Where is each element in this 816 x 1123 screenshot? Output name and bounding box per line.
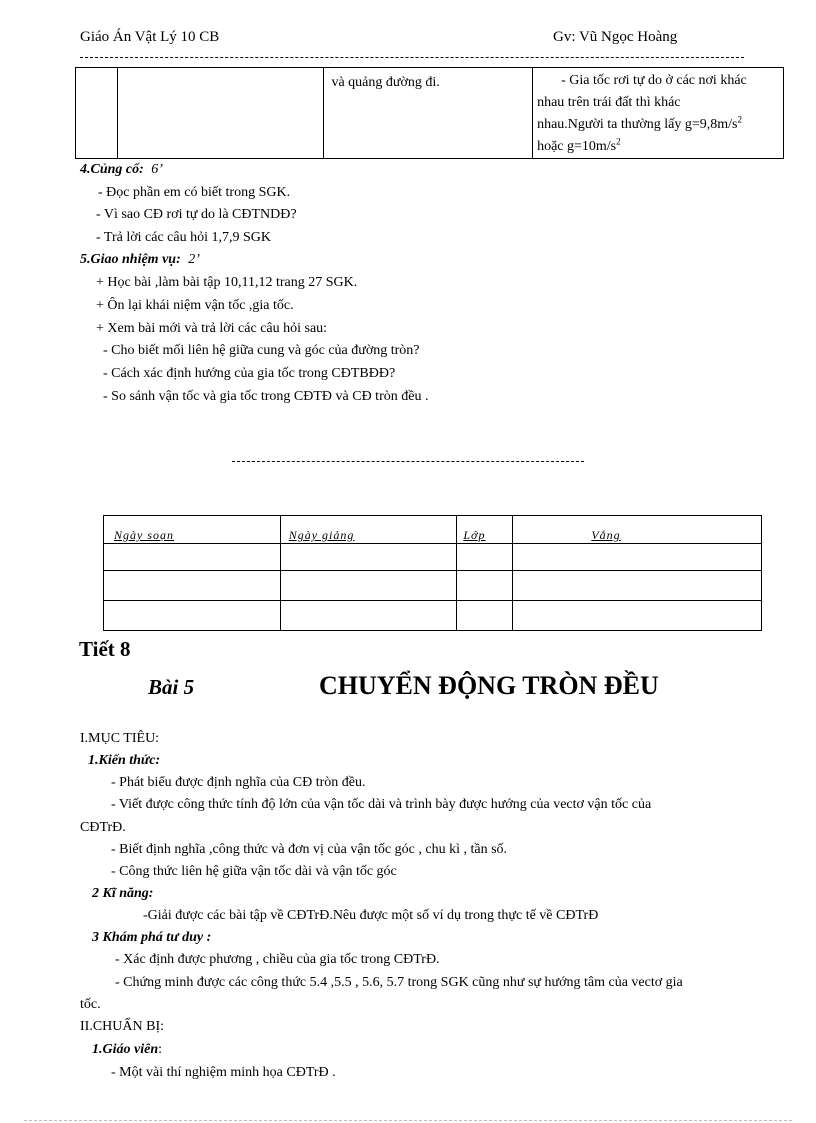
teacher-note — [533, 68, 783, 158]
heading-colon: : — [158, 1042, 162, 1057]
table-header-cell — [104, 516, 281, 544]
list-item: - Cho biết mối liên hệ giữa cung và góc của đường tròn? — [103, 343, 420, 358]
list-item: CĐTrĐ. — [80, 820, 126, 835]
table-cell — [324, 68, 533, 159]
list-item: - Một vài thí nghiệm minh họa CĐTrĐ . — [111, 1065, 336, 1080]
section-separator — [232, 461, 584, 462]
heading-text: 1.Giáo viên — [92, 1042, 159, 1057]
header-right: Gv: Vũ Ngọc Hoàng — [553, 29, 678, 45]
table-header-cell — [457, 516, 513, 544]
table-cell — [280, 571, 457, 601]
list-item: + Học bài ,làm bài tập 10,11,12 trang 27 SGK. — [96, 275, 358, 290]
teacher-heading — [92, 1042, 162, 1058]
table-row — [104, 544, 762, 571]
list-item: - Trả lời các câu hỏi 1,7,9 SGK — [96, 230, 271, 245]
lesson-period: Tiết 8 — [79, 637, 131, 661]
lesson-activity-table — [75, 67, 784, 159]
list-item: - Chứng minh được các công thức 5.4 ,5.5 , 5.6, 5.7 trong SGK cũng như sự hướng tâm của vectơ gia — [115, 975, 683, 990]
lesson-title: CHUYỂN ĐỘNG TRÒN ĐỀU — [319, 671, 659, 700]
header-text: Lớp — [463, 528, 486, 542]
list-item: - Đọc phần em có biết trong SGK. — [98, 185, 291, 200]
table-cell — [457, 601, 513, 631]
note-line — [537, 114, 783, 136]
list-item: - Vì sao CĐ rơi tự do là CĐTNDĐ? — [96, 207, 297, 222]
list-item: - Xác định được phương , chiều của gia tốc trong CĐTrĐ. — [115, 952, 440, 967]
table-cell — [104, 601, 281, 631]
table-cell — [533, 68, 784, 159]
list-item: - So sánh vận tốc và gia tốc trong CĐTĐ và CĐ tròn đều . — [103, 389, 429, 404]
table-cell — [513, 601, 762, 631]
note-line: nhau trên trái đất thì khác — [537, 95, 681, 110]
table-cell — [104, 544, 281, 571]
list-item: - Công thức liên hệ giữa vận tốc dài và vận tốc góc — [111, 864, 397, 879]
thinking-heading: 3 Khám phá tư duy : — [92, 930, 212, 945]
skills-heading: 2 Kĩ năng: — [92, 886, 154, 901]
table-cell — [457, 544, 513, 571]
list-item: tốc. — [80, 997, 101, 1012]
table-cell — [280, 544, 457, 571]
objectives-heading: I.MỤC TIÊU: — [80, 731, 160, 746]
page-bottom-edge — [24, 1120, 792, 1121]
table-row — [104, 571, 762, 601]
heading-time: 2’ — [188, 252, 200, 267]
header-text: Ngày soạn — [114, 528, 174, 542]
list-item: - Cách xác định hướng của gia tốc trong CĐTBĐĐ? — [103, 366, 396, 381]
table-cell — [457, 571, 513, 601]
table-header-cell — [513, 516, 762, 544]
section-heading — [80, 252, 200, 268]
table-row — [104, 516, 762, 544]
header-text: Ngày giảng — [288, 528, 355, 542]
student-activity-text: và quảng đường đi. — [331, 75, 440, 90]
list-item: + Xem bài mới và trả lời các câu hỏi sau: — [96, 321, 328, 336]
note-line-text: nhau.Người ta thường lấy g=9,8m/s — [537, 117, 738, 132]
table-row — [104, 601, 762, 631]
superscript: 2 — [737, 114, 742, 125]
section-heading — [80, 162, 163, 178]
header-divider — [80, 57, 744, 58]
table-cell — [76, 68, 118, 159]
header-text: Vắng — [591, 528, 621, 542]
heading-text: 4.Củng cố: — [80, 162, 144, 177]
list-item: + Ôn lại khái niệm vận tốc ,gia tốc. — [96, 298, 294, 313]
table-header-cell — [280, 516, 457, 544]
list-item: - Viết được công thức tính độ lớn của vận tốc dài và trình bày được hướng của vectơ vận tốc của — [111, 797, 652, 812]
list-item: -Giải được các bài tập về CĐTrĐ.Nêu được một số ví dụ trong thực tế về CĐTrĐ — [143, 908, 599, 923]
heading-time: 6’ — [151, 162, 163, 177]
knowledge-heading: 1.Kiến thức: — [88, 753, 161, 768]
superscript: 2 — [616, 136, 621, 147]
note-line — [537, 136, 783, 158]
note-line: - Gia tốc rơi tự do ở các nơi khác — [561, 73, 747, 88]
header-left: Giáo Án Vật Lý 10 CB — [80, 29, 220, 45]
table-cell — [280, 601, 457, 631]
table-cell — [513, 571, 762, 601]
list-item: - Phát biểu được định nghĩa của CĐ tròn đều. — [111, 775, 366, 790]
note-line-text: hoặc g=10m/s — [537, 139, 617, 154]
table-cell — [513, 544, 762, 571]
schedule-table — [103, 515, 762, 631]
list-item: - Biết định nghĩa ,công thức và đơn vị của vận tốc góc , chu kì , tần số. — [111, 842, 508, 857]
table-cell — [117, 68, 324, 159]
heading-text: 5.Giao nhiệm vụ: — [80, 252, 181, 267]
preparation-heading: II.CHUẨN BỊ: — [80, 1019, 164, 1034]
table-cell — [104, 571, 281, 601]
lesson-number: Bài 5 — [148, 675, 195, 699]
